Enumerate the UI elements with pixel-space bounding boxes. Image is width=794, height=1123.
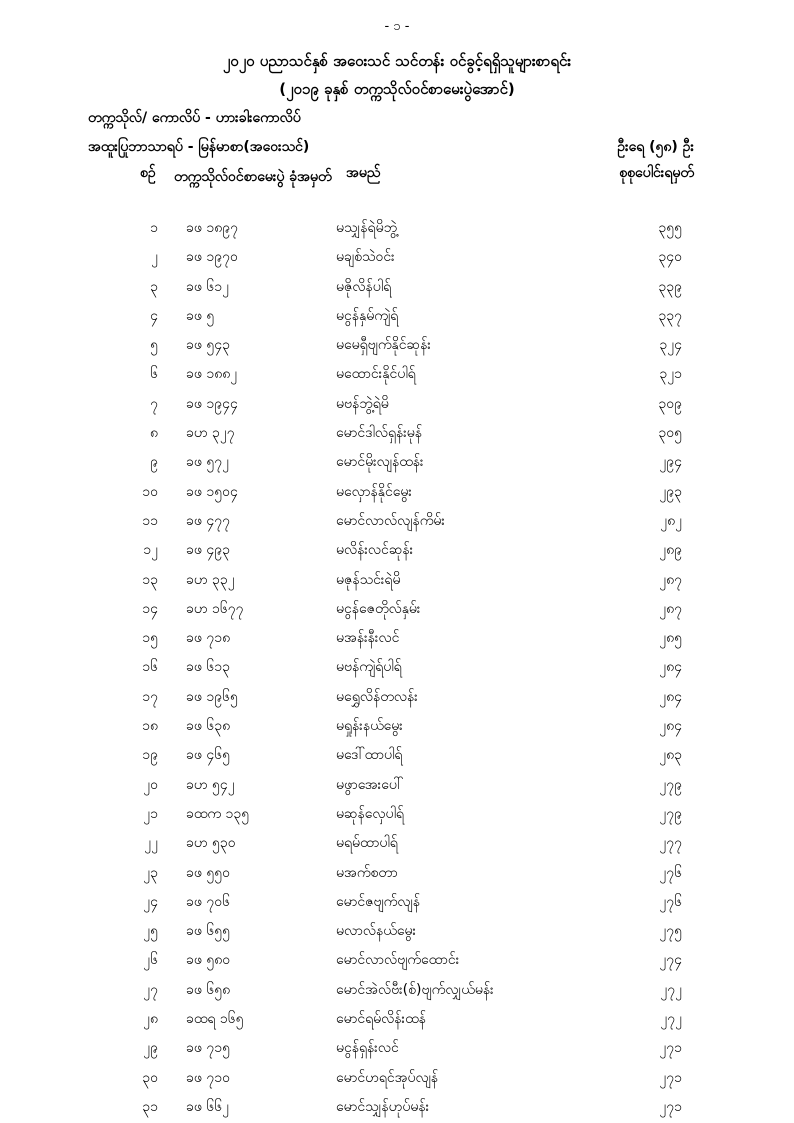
roll-number: ခဖ ၆၁၃ — [186, 659, 230, 676]
total-score: ၂၇၉ — [659, 805, 682, 822]
table-row — [0, 595, 794, 624]
table-row — [0, 653, 794, 682]
student-name: မောင်ဇဗျက်လျန် — [336, 893, 420, 910]
results-table — [0, 214, 794, 1122]
table-row — [0, 683, 794, 712]
table-row — [0, 859, 794, 888]
row-number: ၃ — [150, 278, 158, 295]
total-score: ၂၈၄ — [659, 718, 682, 735]
total-score: ၂၈၅ — [659, 630, 682, 647]
student-name: မမေရှီဗျက်နိုင်ဆုန်း — [336, 337, 431, 354]
student-name: မဇုန်သင်းရဲမိ — [336, 571, 401, 588]
total-score: ၂၇၂ — [660, 981, 682, 998]
total-score: ၃၀၉ — [658, 395, 682, 412]
row-number: ၁၉ — [142, 747, 158, 764]
table-row — [0, 360, 794, 389]
roll-number: ခဖ ၁၈၈၂ — [186, 366, 238, 383]
column-header-name: အမည် — [346, 165, 381, 181]
total-score: ၂၇၆ — [659, 893, 682, 910]
student-name: မရွှေလိန်တလန်း — [336, 688, 418, 705]
student-name: မလိန်းလင်ဆုန်း — [336, 542, 414, 559]
student-name: မအက်စတာ — [336, 864, 398, 881]
table-row — [0, 214, 794, 243]
roll-number: ခဟ ၅၄၂ — [186, 776, 235, 793]
table-row — [0, 566, 794, 595]
roll-number: ခဟ ၁၆၇၇ — [186, 600, 244, 617]
student-name: မောင်အဲလ်ဗီး(စ်)ဗျက်လျှယ်မန်း — [336, 981, 494, 998]
table-row — [0, 448, 794, 477]
row-number: ၂၄ — [143, 893, 158, 910]
roll-number: ခဖ ၄၉၃ — [186, 542, 230, 559]
row-number: ၆ — [150, 366, 158, 383]
roll-number: ခဟ ၃၃၂ — [186, 571, 235, 588]
total-score: ၂၉၃ — [659, 483, 682, 500]
table-row — [0, 273, 794, 302]
total-score: ၂၈၇ — [659, 600, 682, 617]
total-score: ၃၃၉ — [658, 278, 682, 295]
total-score: ၂၇၇ — [659, 835, 682, 852]
roll-number: ခဖ ၅၈၀ — [186, 952, 231, 969]
student-name: မောင်ရမ်လိန်းထန် — [336, 1011, 426, 1028]
roll-number: ခဖ ၁၉၄၄ — [186, 395, 238, 412]
total-score: ၂၇၁ — [659, 1040, 682, 1057]
student-name: မောင်ဒါလ်ရှန်းမုန် — [336, 425, 423, 442]
roll-number: ခဖ ၅၇၂ — [186, 454, 229, 471]
table-row — [0, 507, 794, 536]
student-name: မငွန်ရှန်းလင် — [336, 1040, 399, 1057]
student-name: မချစ်သဲဝင်း — [336, 249, 395, 266]
row-number: ၁၈ — [142, 718, 158, 735]
row-number: ၂ — [151, 249, 158, 266]
row-number: ၁၃ — [142, 571, 158, 588]
row-number: ၁၀ — [142, 483, 158, 500]
student-name: မသျှန်ရဲမိဘွဲ့ — [336, 220, 398, 236]
total-score: ၂၇၄ — [659, 952, 682, 969]
total-score: ၂၇၆ — [659, 864, 682, 881]
row-number: ၃၀ — [142, 1069, 158, 1086]
table-row — [0, 478, 794, 507]
row-number: ၁၄ — [142, 600, 158, 617]
student-name: မဇိုလိန်ပါရ် — [336, 278, 392, 295]
row-number: ၂၂ — [144, 835, 158, 852]
total-score: ၃၄၀ — [658, 249, 682, 266]
student-name: မဗန်ဘွဲ့ရဲမိ — [336, 395, 389, 412]
table-row — [0, 741, 794, 770]
student-name: မဖွာအေးပေါ် — [336, 776, 404, 793]
row-number: ၁၅ — [142, 630, 158, 647]
total-score: ၂၈၄ — [659, 688, 682, 705]
table-row — [0, 1034, 794, 1063]
student-name: မောင်လာလ်လျန်ကိမ်း — [336, 512, 445, 529]
row-number: ၁၆ — [142, 659, 158, 676]
student-count: ဦးရေ (၅၈) ဦး — [617, 139, 694, 155]
total-score: ၂၈၄ — [659, 659, 682, 676]
student-name: မထောင်းနိုင်ပါရ် — [336, 366, 416, 383]
roll-number: ခထရ ၁၆၅ — [186, 1011, 244, 1028]
row-number: ၁၁ — [142, 512, 158, 529]
table-row — [0, 624, 794, 653]
table-row — [0, 302, 794, 331]
student-name: မဒေါ်ထာပါရ် — [336, 747, 403, 764]
total-score: ၂၇၅ — [659, 923, 682, 940]
specialization-label: အထူးပြုဘာသာရပ် - မြန်မာစာ(အဝေးသင်) — [88, 139, 310, 155]
total-score: ၃၃၇ — [658, 307, 682, 324]
row-number: ၃၁ — [142, 1098, 158, 1115]
table-row — [0, 712, 794, 741]
roll-number: ခဖ ၄၆၅ — [186, 747, 230, 764]
student-name: မဗန်ကျဲရ်ပါရ် — [336, 659, 402, 676]
student-name: မအန်းနီးလင် — [336, 630, 400, 647]
student-name: မရှုန်းနယ်မွေး — [336, 718, 403, 735]
total-score: ၂၈၃ — [659, 747, 682, 764]
roll-number: ခဖ ၇၀၆ — [186, 893, 230, 910]
student-name: မငွန်ဇေတိုလ်နှမ်း — [336, 600, 421, 617]
document-title: ၂၀၂၀ ပညာသင်နှစ် အဝေးသင် သင်တန်း ဝင်ခွင့်ရရှိသူများစာရင်း — [222, 52, 572, 70]
table-row — [0, 243, 794, 272]
student-name: မရမ်ထာပါရ် — [336, 835, 398, 852]
table-row — [0, 390, 794, 419]
page-number: - ၁ - — [384, 19, 410, 34]
table-row — [0, 946, 794, 975]
roll-number: ခဟ ၅၃၀ — [186, 835, 236, 852]
row-number: ၁၇ — [142, 688, 158, 705]
total-score: ၂၇၁ — [659, 1069, 682, 1086]
total-score: ၂၈၉ — [659, 542, 682, 559]
roll-number: ခဖ ၅၅၀ — [186, 864, 230, 881]
table-row — [0, 331, 794, 360]
total-score: ၂၈၂ — [660, 512, 682, 529]
row-number: ၂၈ — [143, 1011, 158, 1028]
row-number: ၁ — [150, 220, 158, 236]
row-number: ၂၃ — [143, 864, 158, 881]
roll-number: ခဖ ၄၇၇ — [186, 512, 230, 529]
table-row — [0, 536, 794, 565]
column-header-roll: တက္ကသိုလ်ဝင်စာမေးပွဲ ခုံအမှတ် — [174, 169, 332, 185]
roll-number: ခဖ ၁၅၀၄ — [186, 483, 238, 500]
row-number: ၁၂ — [143, 542, 158, 559]
row-number: ၂၉ — [143, 1040, 158, 1057]
total-score: ၂၈၇ — [659, 571, 682, 588]
student-name: မောင်သျှန်ဟုပ်မန်း — [336, 1098, 430, 1115]
student-name: မဆုန်လှေပါရ် — [336, 805, 404, 822]
row-number: ၂၀ — [143, 776, 158, 793]
total-score: ၂၉၄ — [659, 454, 682, 471]
total-score: ၂၇၂ — [660, 1011, 682, 1028]
document-subtitle: (၂၀၁၉ ခုနှစ် တက္ကသိုလ်ဝင်စာမေးပွဲအောင်) — [279, 80, 515, 98]
table-row — [0, 419, 794, 448]
table-row — [0, 888, 794, 917]
total-score: ၃၅၅ — [658, 220, 682, 236]
student-name: မောင်မိုးလျန်ထန်း — [336, 454, 424, 471]
column-header-no: စဉ် — [140, 165, 156, 181]
table-row — [0, 829, 794, 858]
table-row — [0, 1064, 794, 1093]
table-row — [0, 771, 794, 800]
row-number: ၅ — [150, 337, 158, 354]
roll-number: ခဖ ၁၉၇၀ — [186, 249, 238, 266]
total-score: ၂၇၁ — [659, 1098, 682, 1115]
student-name: မောင်လာလ်ဗျက်ထောင်း — [336, 952, 460, 969]
roll-number: ခဖ ၆၅၈ — [186, 981, 231, 998]
total-score: ၃၀၅ — [658, 425, 682, 442]
row-number: ၂၁ — [143, 805, 158, 822]
roll-number: ခဖ ၆၁၂ — [186, 278, 229, 295]
row-number: ၂၅ — [143, 923, 158, 940]
roll-number: ခဖ ၅၄၃ — [186, 337, 230, 354]
total-score: ၂၇၉ — [659, 776, 682, 793]
roll-number: ခဖ ၁၈၉၇ — [186, 220, 238, 236]
student-name: မငွန်နှမ်ကျဲရ် — [336, 307, 399, 324]
column-header-total: စုစုပေါင်းရမှတ် — [619, 165, 694, 181]
row-number: ၂၆ — [143, 952, 158, 969]
university-label: တက္ကသိုလ်/ ကောလိပ် - ဟားခါးကောလိပ် — [88, 110, 301, 126]
table-row — [0, 1093, 794, 1122]
roll-number: ခထက ၁၃၅ — [186, 805, 250, 822]
total-score: ၃၂၄ — [659, 337, 682, 354]
row-number: ၉ — [150, 454, 158, 471]
table-row — [0, 1005, 794, 1034]
roll-number: ခဖ ၆၅၅ — [186, 923, 230, 940]
roll-number: ခဟ ၃၂၇ — [186, 425, 235, 442]
row-number: ၄ — [150, 307, 158, 324]
roll-number: ခဖ ၆၃၈ — [186, 718, 231, 735]
table-row — [0, 917, 794, 946]
roll-number: ခဖ ၇၁၈ — [186, 630, 231, 647]
student-name: မလှောန်နိုင်မွေး — [336, 483, 412, 500]
table-row — [0, 800, 794, 829]
row-number: ၂၇ — [143, 981, 158, 998]
roll-number: ခဖ ၆၆၂ — [186, 1098, 229, 1115]
total-score: ၃၂၁ — [659, 366, 682, 383]
student-name: မလာလ်နယ်မွေး — [336, 923, 416, 940]
roll-number: ခဖ ၅ — [186, 307, 215, 324]
student-name: မောင်ဟရင်အုပ်လျန် — [336, 1069, 439, 1086]
row-number: ၇ — [150, 395, 158, 412]
row-number: ၈ — [150, 425, 158, 442]
roll-number: ခဖ ၇၁၀ — [186, 1069, 230, 1086]
roll-number: ခဖ ၁၉၆၅ — [186, 688, 238, 705]
table-row — [0, 976, 794, 1005]
roll-number: ခဖ ၇၁၅ — [186, 1040, 230, 1057]
